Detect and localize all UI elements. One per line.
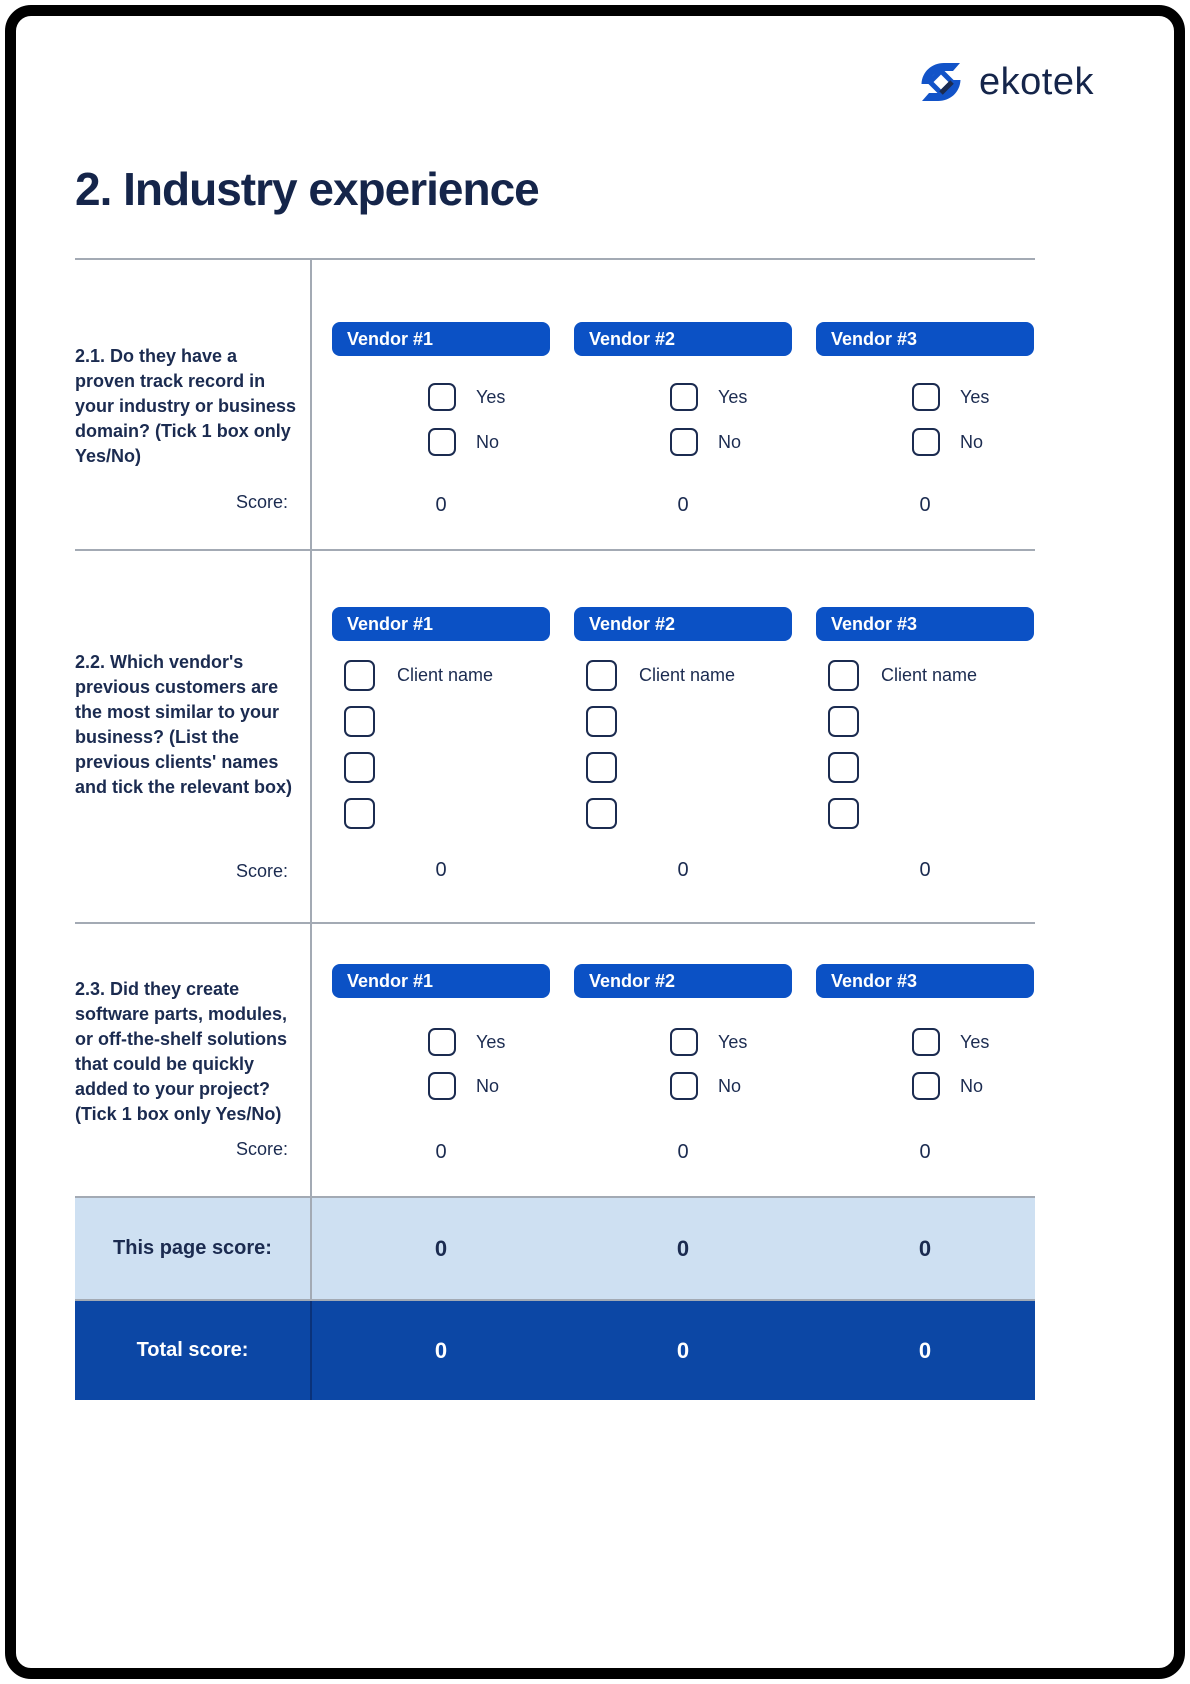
yes-option-row (670, 1028, 792, 1056)
yes-option-row (912, 1028, 1034, 1056)
client-checkbox-4-v2[interactable] (586, 798, 617, 829)
yes-option-row (428, 1028, 550, 1056)
vendor1-header: Vendor #1 (332, 607, 550, 641)
no-checkbox-q1-v3[interactable] (912, 428, 940, 456)
client-row-3 (344, 752, 550, 783)
score-value-q2-v2: 0 (677, 859, 689, 881)
section-2-1 (75, 258, 1035, 549)
question-text-2-2: 2.2. Which vendor's previous customers are the most similar to your business? (List the previous clients' names and tick the relevant box) (75, 652, 293, 797)
evaluation-table (75, 258, 1035, 1400)
vendor3-column (816, 924, 1034, 1196)
no-checkbox-q3-v2[interactable] (670, 1072, 698, 1100)
score-value-q3-v2: 0 (677, 1141, 689, 1163)
section-2-2 (75, 549, 1035, 922)
question-cell-2-1 (75, 260, 310, 549)
no-label: No (718, 431, 742, 452)
client-name-label: Client name (639, 665, 736, 685)
no-checkbox-q1-v2[interactable] (670, 428, 698, 456)
client-row-1 (586, 660, 792, 691)
ekotek-mark-icon (915, 56, 967, 108)
client-row-2 (344, 706, 550, 737)
vendor2-header: Vendor #2 (574, 607, 792, 641)
client-row-4 (828, 798, 1034, 829)
yes-label: Yes (960, 386, 990, 407)
vendor2-column (574, 551, 792, 922)
no-option-row (670, 1072, 792, 1100)
page-score-label: This page score: (113, 1237, 272, 1259)
page-score-v1: 0 (434, 1235, 448, 1261)
page-score-values (310, 1236, 1035, 1262)
client-checkbox-1-v1[interactable] (344, 660, 375, 691)
score-value-q1-v1: 0 (435, 494, 447, 516)
yes-label: Yes (718, 1031, 748, 1052)
question-cell-2-2 (75, 551, 310, 922)
yes-option-row (428, 383, 550, 411)
client-row-1 (344, 660, 550, 691)
vendor1-column (332, 551, 550, 922)
yes-checkbox-q1-v1[interactable] (428, 383, 456, 411)
page-score-v3: 0 (918, 1235, 932, 1261)
question-text-2-3: 2.3. Did they create software parts, modules, or off-the-shelf solutions that could be quickly added to your project? (Tick 1 box only Yes/No) (75, 979, 288, 1124)
client-row-4 (344, 798, 550, 829)
score-value-q2-v3: 0 (919, 859, 931, 881)
no-label: No (960, 1075, 984, 1096)
vendor3-header: Vendor #3 (816, 607, 1034, 641)
vendor-columns-2-3 (310, 924, 1035, 1196)
vendor1-column (332, 924, 550, 1196)
no-label: No (718, 1075, 742, 1096)
yes-option-row (670, 383, 792, 411)
vendor3-header: Vendor #3 (816, 322, 1034, 356)
vendor1-header: Vendor #1 (332, 322, 550, 356)
section-2-3 (75, 922, 1035, 1196)
client-row-1 (828, 660, 1034, 691)
vendor3-column (816, 260, 1034, 549)
client-row-4 (586, 798, 792, 829)
client-checkbox-1-v2[interactable] (586, 660, 617, 691)
yes-checkbox-q3-v3[interactable] (912, 1028, 940, 1056)
yes-label: Yes (476, 1031, 506, 1052)
yes-checkbox-q1-v2[interactable] (670, 383, 698, 411)
question-text-2-1: 2.1. Do they have a proven track record in your industry or business domain? (Tick 1 box only Yes/No) (75, 346, 297, 466)
client-checkbox-3-v3[interactable] (828, 752, 859, 783)
client-checkbox-4-v3[interactable] (828, 798, 859, 829)
no-label: No (476, 431, 500, 452)
no-checkbox-q3-v3[interactable] (912, 1072, 940, 1100)
question-cell-2-3 (75, 924, 310, 1196)
total-score-v3: 0 (918, 1337, 932, 1363)
client-checkbox-2-v1[interactable] (344, 706, 375, 737)
no-checkbox-q3-v1[interactable] (428, 1072, 456, 1100)
no-label: No (960, 431, 984, 452)
score-value-q2-v1: 0 (435, 859, 447, 881)
page-title: 2. Industry experience (75, 163, 539, 215)
score-label-2-3: Score: (235, 1139, 288, 1159)
total-score-v2: 0 (676, 1337, 690, 1363)
logo-wordmark: ekotek (979, 60, 1094, 103)
vendor2-column (574, 260, 792, 549)
vendor2-column (574, 924, 792, 1196)
yes-checkbox-q3-v2[interactable] (670, 1028, 698, 1056)
client-row-3 (828, 752, 1034, 783)
page-score-v2: 0 (676, 1235, 690, 1261)
client-checkbox-2-v2[interactable] (586, 706, 617, 737)
client-checkbox-4-v1[interactable] (344, 798, 375, 829)
no-checkbox-q1-v1[interactable] (428, 428, 456, 456)
vendor3-column (816, 551, 1034, 922)
yes-label: Yes (476, 386, 506, 407)
yes-option-row (912, 383, 1034, 411)
yes-checkbox-q1-v3[interactable] (912, 383, 940, 411)
score-label-2-2: Score: (235, 861, 288, 881)
vendor2-header: Vendor #2 (574, 964, 792, 998)
total-score-label: Total score: (136, 1339, 249, 1361)
no-option-row (670, 428, 792, 456)
vendor1-column (332, 260, 550, 549)
yes-label: Yes (718, 386, 748, 407)
client-checkbox-2-v3[interactable] (828, 706, 859, 737)
client-row-2 (828, 706, 1034, 737)
yes-checkbox-q3-v1[interactable] (428, 1028, 456, 1056)
ekotek-logo (915, 56, 1094, 108)
client-checkbox-3-v1[interactable] (344, 752, 375, 783)
no-option-row (912, 1072, 1034, 1100)
client-name-label: Client name (881, 665, 978, 685)
no-option-row (428, 1072, 550, 1100)
vendor-columns-2-1 (310, 260, 1035, 549)
vendor2-header: Vendor #2 (574, 322, 792, 356)
no-option-row (912, 428, 1034, 456)
total-score-row (75, 1299, 1035, 1400)
total-score-values (310, 1338, 1035, 1364)
vendor3-header: Vendor #3 (816, 964, 1034, 998)
yes-label: Yes (960, 1031, 990, 1052)
score-value-q1-v3: 0 (919, 494, 931, 516)
client-checkbox-1-v3[interactable] (828, 660, 859, 691)
score-value-q3-v1: 0 (435, 1141, 447, 1163)
vendor1-header: Vendor #1 (332, 964, 550, 998)
client-row-2 (586, 706, 792, 737)
score-value-q3-v3: 0 (919, 1141, 931, 1163)
client-row-3 (586, 752, 792, 783)
no-label: No (476, 1075, 500, 1096)
client-name-label: Client name (397, 665, 494, 685)
total-score-v1: 0 (434, 1337, 448, 1363)
page-header (16, 16, 1174, 258)
score-label-2-1: Score: (235, 492, 288, 512)
no-option-row (428, 428, 550, 456)
vendor-columns-2-2 (310, 551, 1035, 922)
page-score-row (75, 1196, 1035, 1299)
score-value-q1-v2: 0 (677, 494, 689, 516)
client-checkbox-3-v2[interactable] (586, 752, 617, 783)
document-page (16, 16, 1174, 1668)
